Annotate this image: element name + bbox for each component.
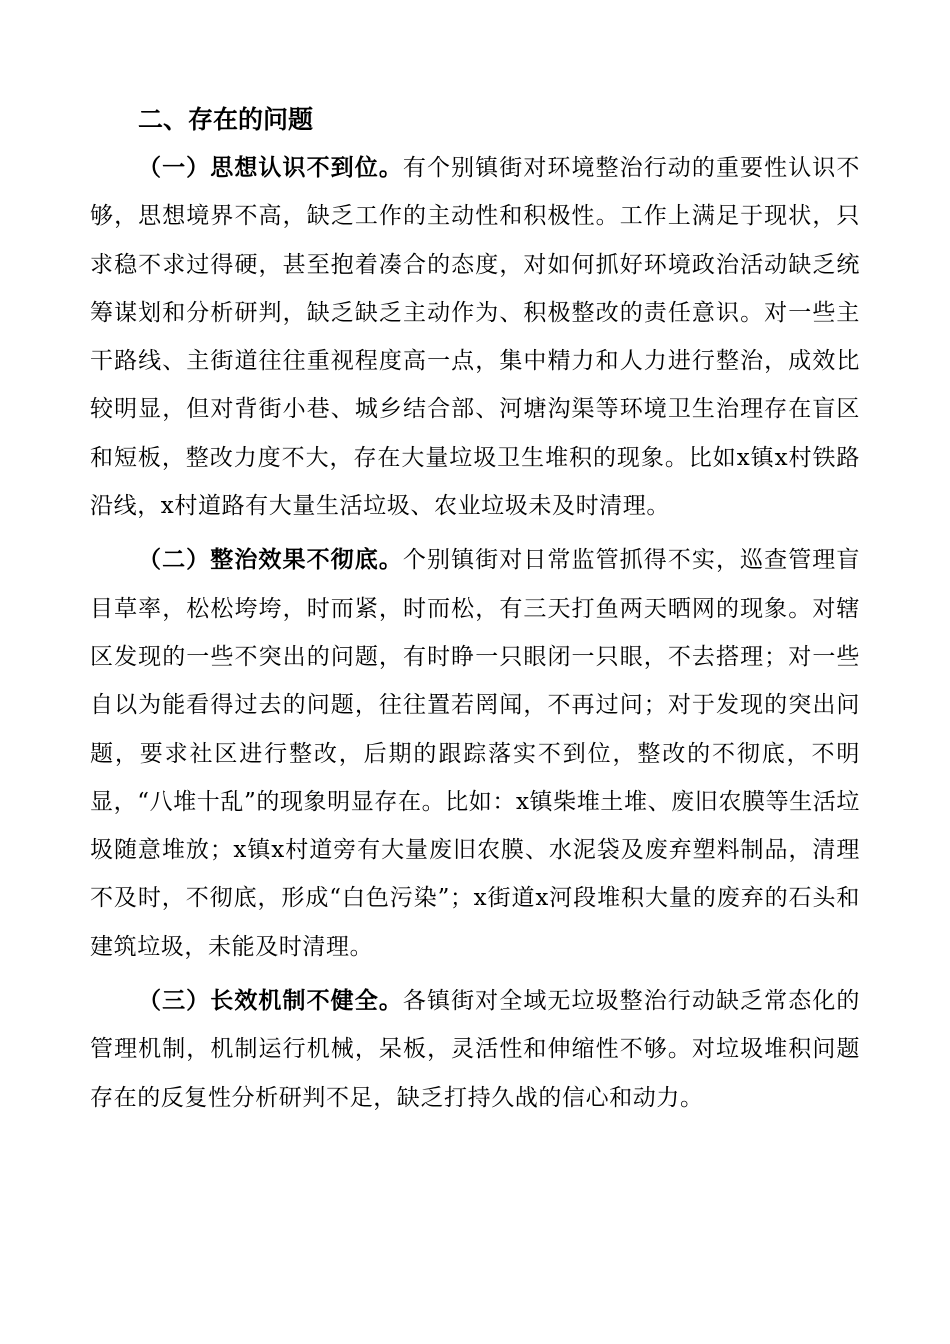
section-title: 二、存在的问题 — [138, 105, 314, 134]
paragraph-1-lead: （一）思想认识不到位。 — [138, 155, 403, 181]
paragraph-2-lead: （二）整治效果不彻底。 — [138, 547, 403, 574]
paragraph-3-body: 各镇街对全域无垃圾整治行动缺乏常态化的管理机制，机制运行机械，呆板，灵活性和伸缩性不够。对垃圾堆积问题存在的反复性分析研判不足，缺乏打持久战的信心和动力。 — [90, 988, 860, 1111]
paragraph-3-lead: （三）长效机制不健全。 — [138, 988, 403, 1015]
paragraph-2-body: 个别镇街对日常监管抓得不实，巡查管理盲目草率，松松垮垮，时而紧，时而松，有三天打鱼两天晒网的现象。对辖区发现的一些不突出的问题，有时睁一只眼闭一只眼，不去搭理；对一些自以为能看得过去的问题，往往置若罔闻，不再过问；对于发现的突出问题，要求社区进行整改，后期的跟踪落实不到位，整改的不彻底，不明显，“八堆十乱”的现象明显存在。比如：x镇柴堆土堆、废旧农膜等生活垃圾随意堆放；x镇x村道旁有大量废旧农膜、水泥袋及废弃塑料制品，清理不及时，不彻底，形成“白色污染”；x街道x河段堆积大量的废弃的石头和建筑垃圾，未能及时清理。 — [90, 547, 860, 960]
paragraph-1 — [90, 144, 860, 530]
paragraph-2 — [90, 536, 860, 971]
paragraph-1-body: 有个别镇街对环境整治行动的重要性认识不够，思想境界不高，缺乏工作的主动性和积极性。工作上满足于现状，只求稳不求过得硬，甚至抱着凑合的态度，对如何抓好环境政治活动缺乏统筹谋划和分析研判，缺乏缺乏主动作为、积极整改的责任意识。对一些主干路线、主街道往往重视程度高一点，集中精力和人力进行整治，成效比较明显，但对背街小巷、城乡结合部、河塘沟渠等环境卫生治理存在盲区和短板，整改力度不大，存在大量垃圾卫生堆积的现象。比如x镇x村铁路沿线，x村道路有大量生活垃圾、农业垃圾未及时清理。 — [90, 155, 860, 520]
paragraph-3 — [90, 977, 860, 1122]
